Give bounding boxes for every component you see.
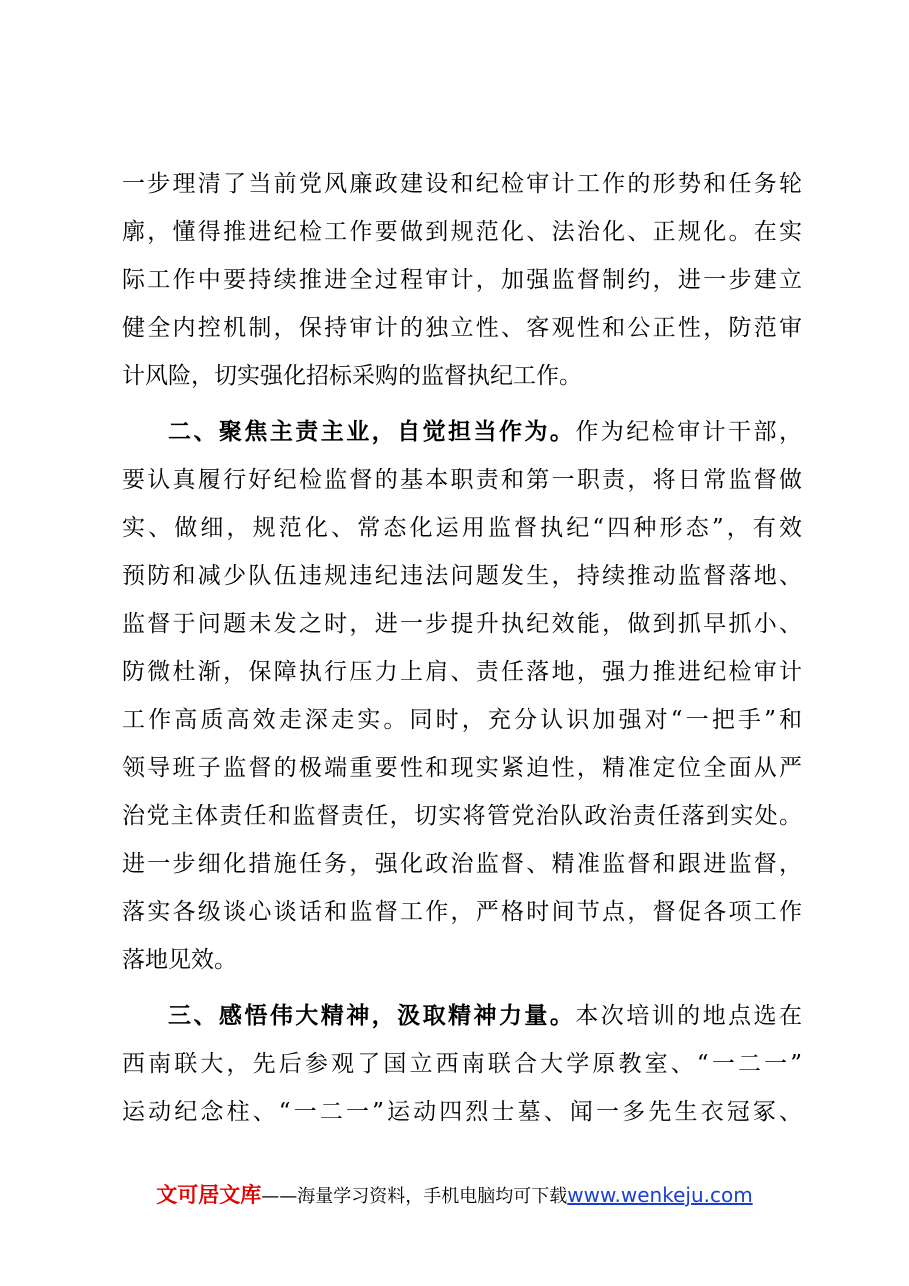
paragraph-line: 落实各级谈心谈话和监督工作，严格时间节点，督促各项工作 [122,899,802,925]
footer-slogan: ——海量学习资料，手机电脑均可下载 [261,1186,568,1207]
paragraph-line: 要认真履行好纪检监督的基本职责和第一职责，将日常监督做 [122,467,802,493]
document-body [122,160,802,1136]
paragraph-line: 西南联大，先后参观了国立西南联合大学原教室、“一二一” [122,1051,802,1077]
website-link[interactable]: www.wenkeju.com [567,1183,753,1207]
paragraph-line: 工作高质高效走深走实。同时，充分认识加强对“一把手”和 [122,707,802,733]
paragraph-gap [122,400,802,408]
paragraph-gap [122,984,802,992]
brand-name: 文可居文库 [156,1183,262,1207]
paragraph-line: 际工作中要持续推进全过程审计，加强监督制约，进一步建立 [122,267,802,293]
paragraph-line: 一步理清了当前党风廉政建设和纪检审计工作的形势和任务轮 [122,171,802,197]
paragraph-line: 廓，懂得推进纪检工作要做到规范化、法治化、正规化。在实 [122,219,802,245]
paragraph-text: 本次培训的地点选在 [575,1003,803,1029]
paragraph-line: 实、做细，规范化、常态化运用监督执纪“四种形态”，有效 [122,515,802,541]
paragraph-text: 作为纪检审计干部， [575,419,803,445]
paragraph-line: 监督于问题未发之时，进一步提升执纪效能，做到抓早抓小、 [122,611,802,637]
footer-banner [0,1181,909,1211]
paragraph-line: 领导班子监督的极端重要性和现实紧迫性，精准定位全面从严 [122,755,802,781]
paragraph-line: 防微杜渐，保障执行压力上肩、责任落地，强力推进纪检审计 [122,659,802,685]
section-heading-2: 二、聚焦主责主业，自觉担当作为。 [168,418,576,445]
section-heading-3: 三、感悟伟大精神，汲取精神力量。 [168,1002,576,1029]
paragraph-first-line [122,992,802,1040]
paragraph-first-line [122,408,802,456]
paragraph-line: 落地见效。 [122,947,237,973]
paragraph-line: 计风险，切实强化招标采购的监督执纪工作。 [122,363,582,389]
paragraph-line: 预防和减少队伍违规违纪违法问题发生，持续推动监督落地、 [122,563,802,589]
paragraph-line: 进一步细化措施任务，强化政治监督、精准监督和跟进监督， [122,851,802,877]
paragraph-line: 运动纪念柱、“一二一”运动四烈士墓、闻一多先生衣冠冢、 [122,1099,802,1125]
paragraph-line: 治党主体责任和监督责任，切实将管党治队政治责任落到实处。 [122,803,802,829]
paragraph-line: 健全内控机制，保持审计的独立性、客观性和公正性，防范审 [122,315,802,341]
